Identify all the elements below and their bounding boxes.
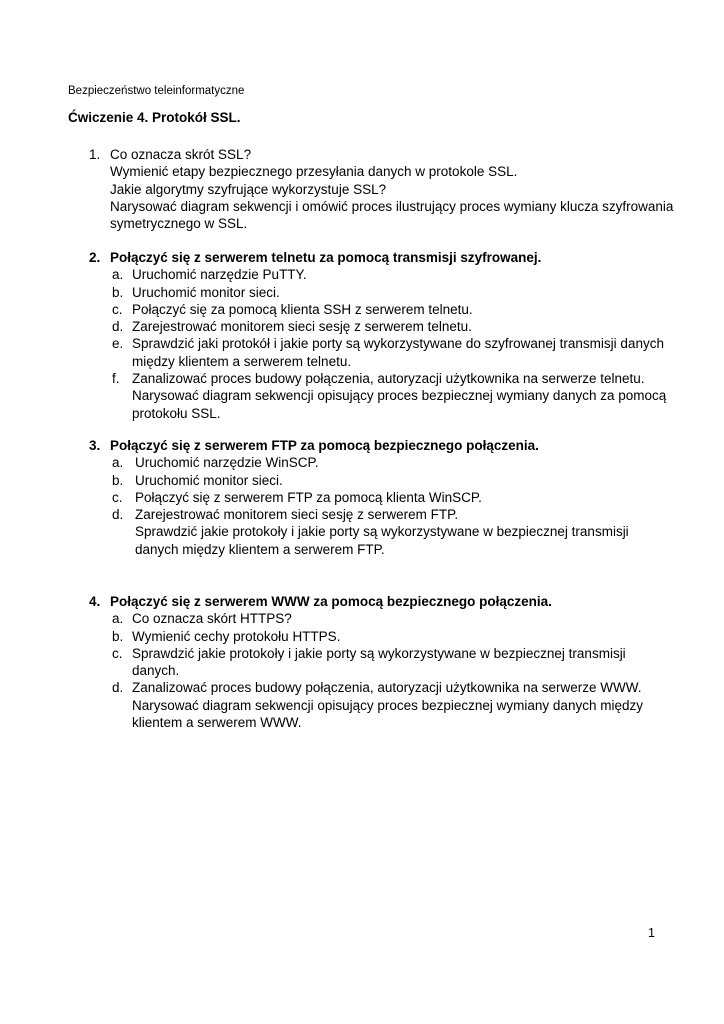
item-text: Połączyć się za pomocą klienta SSH z serwerem telnetu. (132, 301, 473, 317)
list-item (0, 489, 724, 506)
item-text: Uruchomić narzędzie WinSCP. (135, 455, 319, 471)
item-text: Uruchomić narzędzie PuTTY. (132, 267, 307, 283)
item-letter: a. (112, 267, 124, 283)
item-text: Zarejestrować monitorem sieci sesję z serwerem FTP. (135, 507, 459, 523)
item-text: klientem a serwerem WWW. (132, 715, 302, 731)
item-text: danych między klientem a serwerem FTP. (135, 541, 385, 557)
item-text: Narysować diagram sekwencji opisujący proces bezpiecznej wymiany danych między (132, 697, 643, 713)
list-item (0, 301, 724, 318)
question-line: Co oznacza skrót SSL? (110, 147, 252, 162)
list-item (0, 645, 724, 680)
section-number: 3. (89, 438, 101, 453)
item-text: Uruchomić monitor sieci. (135, 472, 283, 488)
section-lines (110, 146, 674, 232)
item-letter: d. (112, 507, 124, 523)
item-letter: a. (112, 611, 124, 627)
section-number: 4. (89, 594, 101, 609)
item-text: Sprawdzić jakie protokoły i jakie porty są wykorzystywane w bezpiecznej transmisji (132, 645, 626, 661)
item-letter: b. (112, 284, 124, 300)
item-letter: c. (112, 489, 123, 505)
item-text: Zanalizować proces budowy połączenia, autoryzacji użytkownika na serwerze WWW. (132, 680, 642, 696)
item-letter: b. (112, 628, 124, 644)
list-item (0, 335, 724, 370)
page-number: 1 (648, 926, 655, 940)
item-text: Połączyć się z serwerem FTP za pomocą klienta WinSCP. (135, 489, 482, 505)
task-list (0, 266, 724, 422)
task-list (0, 610, 724, 731)
item-text: Uruchomić monitor sieci. (132, 284, 280, 300)
question-line: Jakie algorytmy szyfrujące wykorzystuje SSL? (110, 181, 387, 197)
item-text: Narysować diagram sekwencji opisujący proces bezpiecznej wymiany danych za pomocą (132, 388, 667, 404)
item-letter: c. (112, 301, 123, 317)
list-item (0, 679, 724, 731)
item-letter: d. (112, 319, 124, 335)
item-text: protokołu SSL. (132, 405, 221, 421)
list-item (0, 628, 724, 645)
question-line: symetrycznego w SSL. (110, 216, 248, 232)
list-item (0, 284, 724, 301)
item-letter: d. (112, 680, 124, 696)
exercise-title: Ćwiczenie 4. Protokół SSL. (68, 110, 241, 125)
item-text: Sprawdzić jakie protokoły i jakie porty są wykorzystywane w bezpiecznej transmisji (135, 524, 629, 540)
question-line: Wymienić etapy bezpiecznego przesyłania danych w protokole SSL. (110, 164, 518, 180)
item-letter: a. (112, 455, 124, 471)
list-item (0, 454, 724, 471)
section-heading: Połączyć się z serwerem WWW za pomocą bezpiecznego połączenia. (110, 594, 552, 609)
item-text: Zarejestrować monitorem sieci sesję z serwerem telnetu. (132, 319, 472, 335)
list-item (0, 472, 724, 489)
item-text: Sprawdzić jaki protokół i jakie porty są wykorzystywane do szyfrowanej transmisji danych (132, 336, 664, 352)
item-letter: e. (112, 336, 124, 352)
item-text: Co oznacza skórt HTTPS? (132, 611, 292, 627)
item-letter: c. (112, 645, 123, 661)
item-text: między klientem a serwerem telnetu. (132, 353, 352, 369)
section-number: 1. (89, 147, 101, 162)
item-letter: b. (112, 472, 124, 488)
section-heading: Połączyć się z serwerem telnetu za pomocą transmisji szyfrowanej. (110, 250, 542, 265)
item-text: danych. (132, 663, 180, 679)
list-item (0, 318, 724, 335)
list-item (0, 506, 724, 558)
list-item (0, 266, 724, 283)
list-item (0, 370, 724, 422)
item-text: Wymienić cechy protokołu HTTPS. (132, 628, 341, 644)
question-line: Narysować diagram sekwencji i omówić proces ilustrujący proces wymiany klucza szyfrowania (110, 198, 674, 214)
item-letter: f. (112, 371, 120, 387)
task-list (0, 454, 724, 558)
section-heading: Połączyć się z serwerem FTP za pomocą bezpiecznego połączenia. (110, 438, 539, 453)
list-item (0, 610, 724, 627)
document-header: Bezpieczeństwo teleinformatyczne (68, 85, 245, 97)
item-text: Zanalizować proces budowy połączenia, autoryzacji użytkownika na serwerze telnetu. (132, 371, 645, 387)
section-number: 2. (89, 250, 101, 265)
